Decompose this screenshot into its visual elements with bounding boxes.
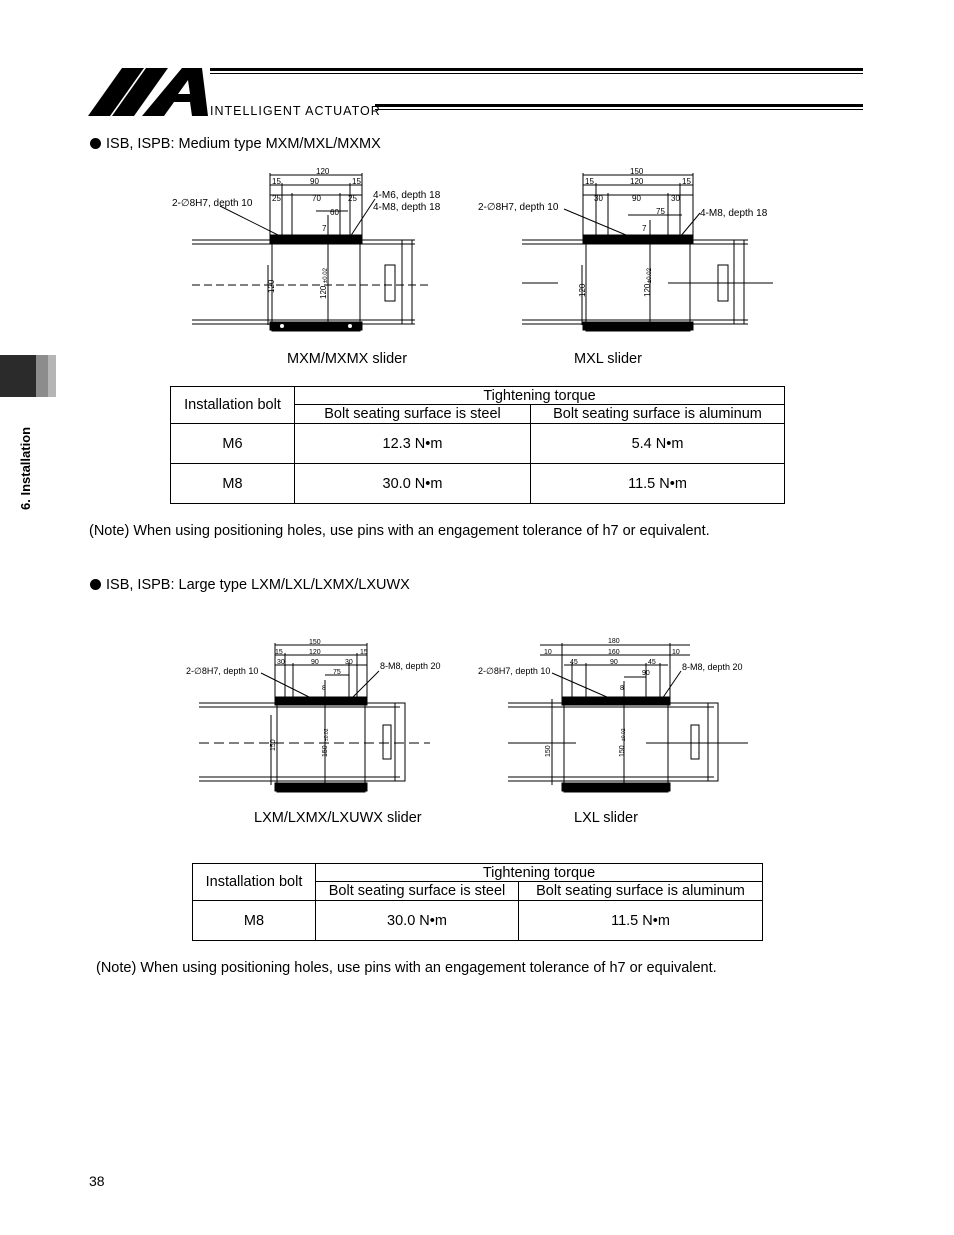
- svg-text:8-M8, depth 20: 8-M8, depth 20: [380, 661, 441, 671]
- svg-text:90: 90: [642, 670, 650, 677]
- section2-note: (Note) When using positioning holes, use pins with an engagement tolerance of h7 or equivalent.: [96, 960, 717, 976]
- svg-text:8-M8, depth 20: 8-M8, depth 20: [682, 662, 743, 672]
- aluminum-cell: 11.5 N•m: [531, 464, 785, 504]
- section2-heading: ISB, ISPB: Large type LXM/LXL/LXMX/LXUWX: [90, 577, 410, 593]
- table-row: [171, 424, 785, 464]
- svg-text:30: 30: [277, 659, 285, 666]
- table-subheader-aluminum: Bolt seating surface is aluminum: [531, 405, 785, 424]
- table-subheader-aluminum: Bolt seating surface is aluminum: [519, 882, 763, 901]
- caption-mxm-slider: MXM/MXMX slider: [287, 351, 408, 367]
- table-header-torque: Tightening torque: [295, 387, 785, 405]
- svg-text:30: 30: [345, 659, 353, 666]
- svg-text:150: 150: [630, 167, 644, 176]
- bolt-cell: M8: [193, 901, 316, 941]
- caption-mxl-slider: MXL slider: [574, 351, 642, 367]
- svg-text:15: 15: [275, 649, 283, 656]
- svg-text:90: 90: [311, 659, 319, 666]
- header-rule-bottom: [375, 104, 863, 107]
- bullet-icon: [90, 579, 101, 590]
- svg-text:30: 30: [671, 194, 680, 203]
- svg-text:180: 180: [608, 638, 620, 645]
- svg-text:30: 30: [594, 194, 603, 203]
- drawing-mxm-slider: [170, 165, 440, 337]
- chapter-tab-accent: [36, 355, 48, 397]
- svg-text:±0.02: ±0.02: [647, 268, 653, 283]
- svg-text:±0.02: ±0.02: [621, 728, 627, 741]
- svg-text:15: 15: [585, 177, 594, 186]
- svg-text:90: 90: [610, 659, 618, 666]
- svg-text:2-∅8H7, depth 10: 2-∅8H7, depth 10: [186, 666, 259, 676]
- section1-note: (Note) When using positioning holes, use pins with an engagement tolerance of h7 or equivalent.: [89, 523, 710, 539]
- svg-text:8: 8: [322, 685, 326, 692]
- svg-text:15: 15: [352, 177, 361, 186]
- table-row: [171, 464, 785, 504]
- svg-text:2-∅8H7, depth 10: 2-∅8H7, depth 10: [478, 202, 559, 213]
- svg-text:120: 120: [267, 279, 276, 293]
- table-header-torque: Tightening torque: [316, 864, 763, 882]
- iai-logo: [86, 66, 210, 118]
- svg-text:70: 70: [312, 194, 321, 203]
- chapter-tab-accent-2: [48, 355, 56, 397]
- steel-cell: 30.0 N•m: [316, 901, 519, 941]
- svg-text:120: 120: [643, 283, 652, 297]
- page-number: 38: [89, 1173, 105, 1189]
- svg-text:120: 120: [316, 167, 330, 176]
- bolt-cell: M6: [171, 424, 295, 464]
- svg-text:7: 7: [322, 224, 327, 233]
- svg-text:150: 150: [619, 745, 626, 757]
- svg-text:60: 60: [330, 208, 339, 217]
- steel-cell: 12.3 N•m: [295, 424, 531, 464]
- svg-text:15: 15: [272, 177, 281, 186]
- bullet-icon: [90, 138, 101, 149]
- svg-text:150: 150: [309, 639, 321, 646]
- svg-text:±0.02: ±0.02: [323, 268, 329, 283]
- caption-lxl-slider: LXL slider: [574, 810, 638, 826]
- svg-text:8: 8: [620, 685, 624, 692]
- svg-text:75: 75: [656, 207, 665, 216]
- bolt-cell: M8: [171, 464, 295, 504]
- svg-text:90: 90: [632, 194, 641, 203]
- svg-text:25: 25: [348, 194, 357, 203]
- drawing-mxl-slider: [478, 165, 778, 337]
- svg-text:150: 150: [545, 745, 552, 757]
- svg-text:15: 15: [360, 649, 368, 656]
- svg-text:±0.02: ±0.02: [324, 728, 330, 741]
- section1-heading: ISB, ISPB: Medium type MXM/MXL/MXMX: [90, 136, 381, 152]
- svg-text:10: 10: [544, 649, 552, 656]
- svg-text:7: 7: [642, 224, 647, 233]
- torque-table-medium: [170, 386, 785, 504]
- svg-text:75: 75: [333, 669, 341, 676]
- header-rule-top-thin: [210, 73, 863, 74]
- svg-text:15: 15: [682, 177, 691, 186]
- svg-text:10: 10: [672, 649, 680, 656]
- table-header-bolt: Installation bolt: [171, 387, 295, 424]
- svg-text:4-M6, depth 18: 4-M6, depth 18: [373, 190, 440, 201]
- table-subheader-steel: Bolt seating surface is steel: [316, 882, 519, 901]
- drawing-lxm-slider: [185, 635, 445, 800]
- chapter-label: 6. Installation: [18, 426, 33, 510]
- svg-text:45: 45: [648, 659, 656, 666]
- svg-text:4-M8, depth 18: 4-M8, depth 18: [700, 208, 768, 219]
- table-row: [193, 901, 763, 941]
- svg-text:120: 120: [630, 177, 644, 186]
- svg-text:90: 90: [310, 177, 319, 186]
- steel-cell: 30.0 N•m: [295, 464, 531, 504]
- caption-lxm-slider: LXM/LXMX/LXUWX slider: [254, 810, 422, 826]
- torque-table-large: [192, 863, 763, 941]
- svg-text:2-∅8H7, depth 10: 2-∅8H7, depth 10: [478, 666, 551, 676]
- aluminum-cell: 11.5 N•m: [519, 901, 763, 941]
- svg-text:120: 120: [578, 283, 587, 297]
- aluminum-cell: 5.4 N•m: [531, 424, 785, 464]
- chapter-tab: [0, 355, 36, 397]
- header-rule-top: [210, 68, 863, 71]
- svg-text:160: 160: [608, 649, 620, 656]
- svg-text:150: 150: [270, 739, 277, 751]
- svg-text:4-M8, depth 18: 4-M8, depth 18: [373, 202, 440, 213]
- svg-text:25: 25: [272, 194, 281, 203]
- table-header-bolt: Installation bolt: [193, 864, 316, 901]
- drawing-lxl-slider: [476, 635, 756, 800]
- svg-text:120: 120: [319, 285, 328, 299]
- svg-text:120: 120: [309, 649, 321, 656]
- header-rule-bottom-thin: [375, 109, 863, 110]
- table-subheader-steel: Bolt seating surface is steel: [295, 405, 531, 424]
- brand-name: INTELLIGENT ACTUATOR: [210, 104, 381, 118]
- svg-text:45: 45: [570, 659, 578, 666]
- svg-text:2-∅8H7, depth 10: 2-∅8H7, depth 10: [172, 198, 253, 209]
- svg-text:150: 150: [322, 745, 329, 757]
